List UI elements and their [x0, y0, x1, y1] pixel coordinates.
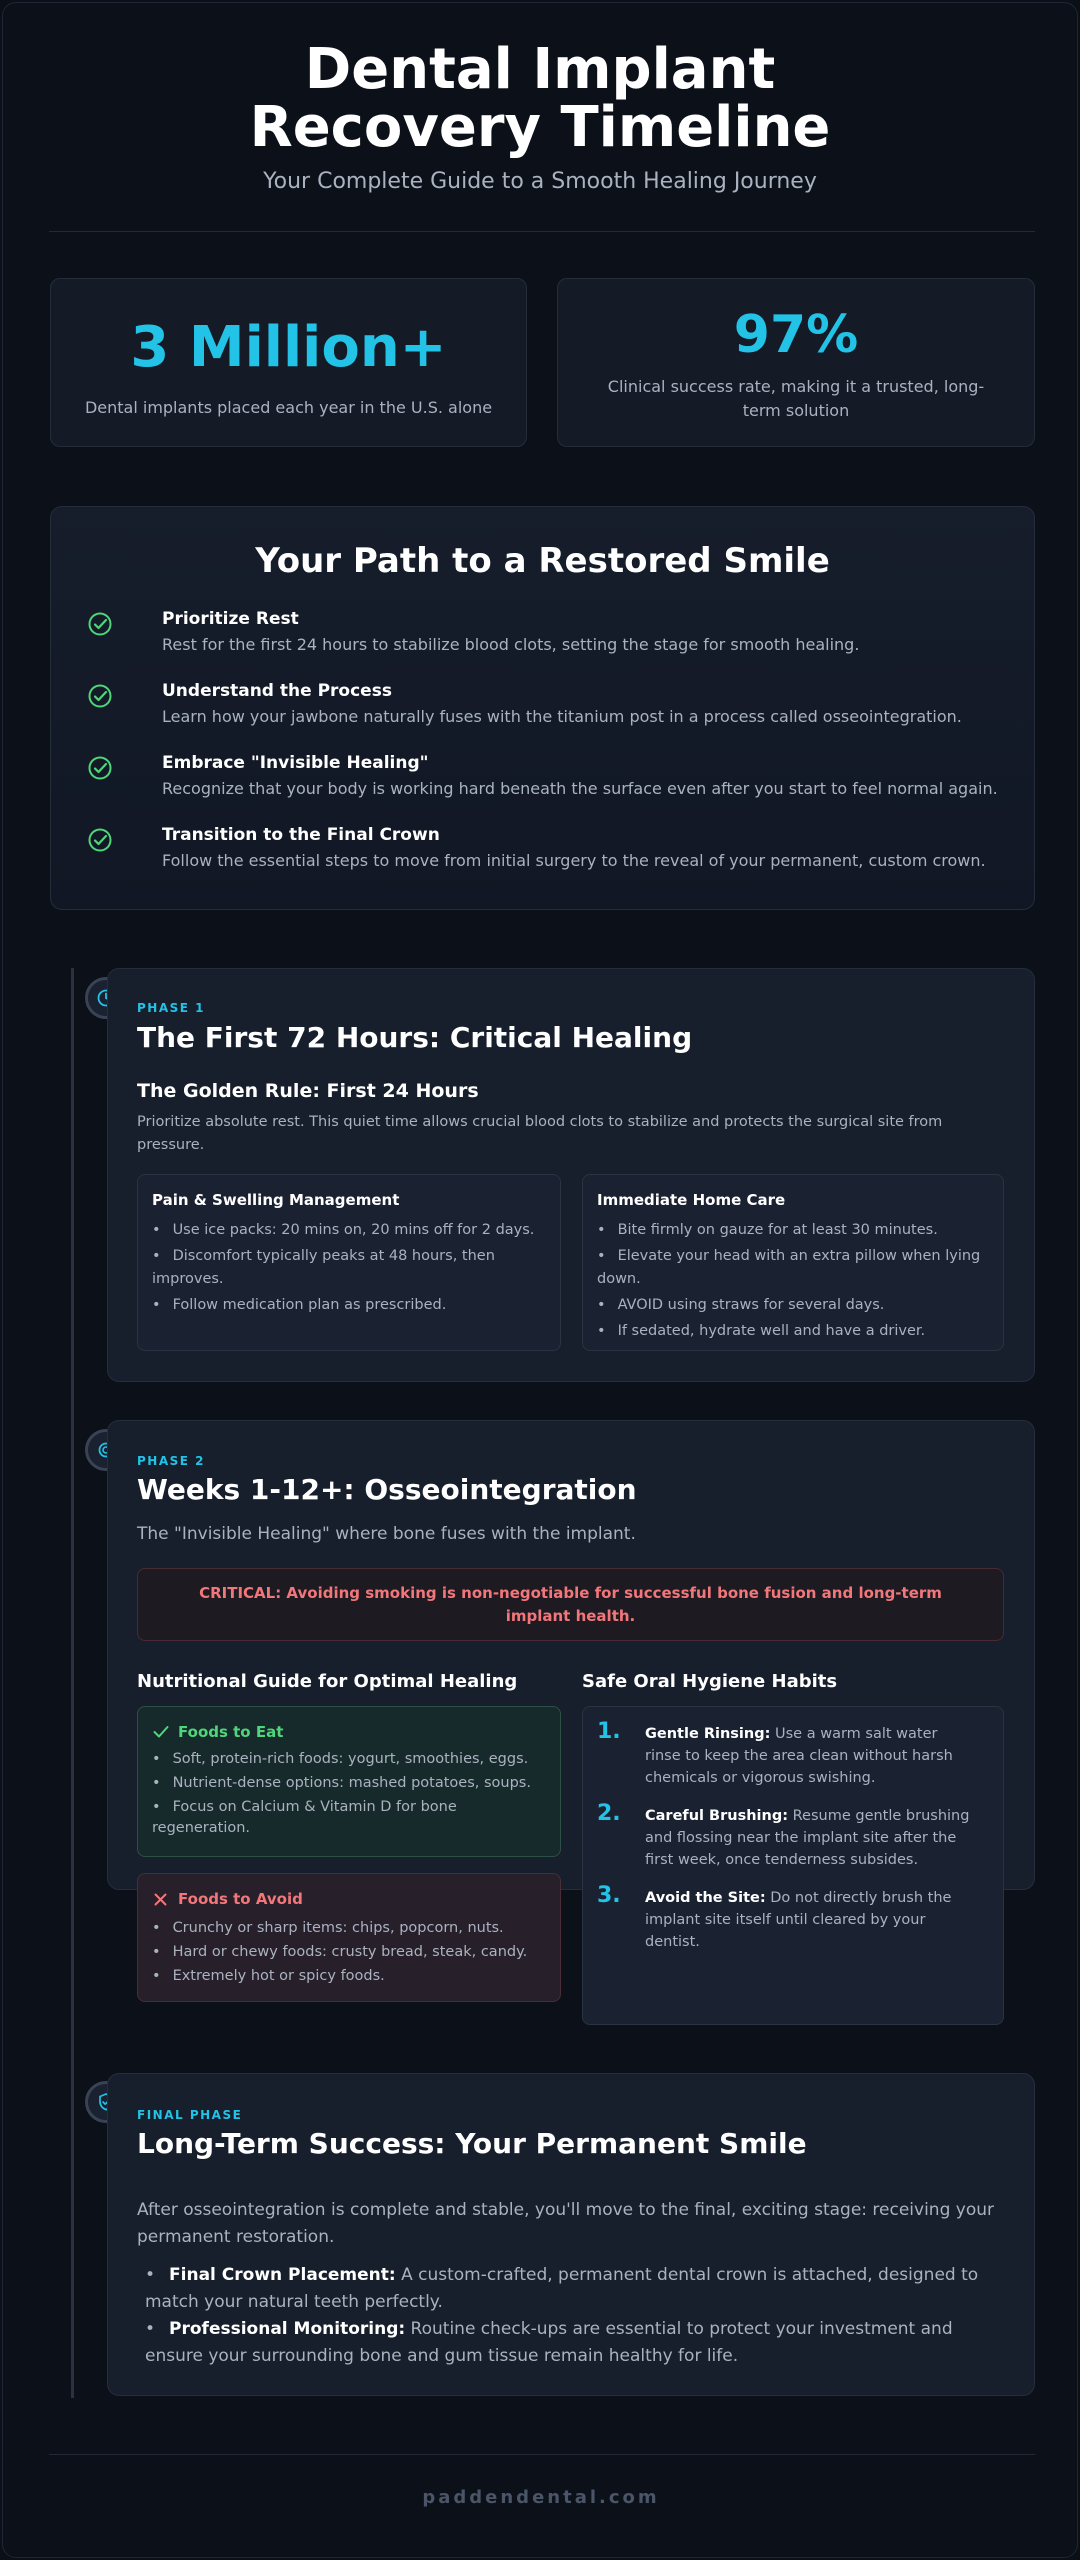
path-item [87, 753, 1007, 798]
list-item: • If sedated, hydrate well and have a driver. [597, 1320, 991, 1343]
list-item: • AVOID using straws for several days. [597, 1294, 991, 1317]
path-item [87, 825, 1007, 870]
critical-warning: CRITICAL: Avoiding smoking is non-negotiable for successful bone fusion and long-term implant health. [137, 1568, 1004, 1641]
phase-title: The First 72 Hours: Critical Healing [137, 1021, 693, 1054]
step-number: 3. [597, 1883, 621, 1908]
phase-title: Long-Term Success: Your Permanent Smile [137, 2127, 807, 2160]
header-divider [49, 231, 1035, 232]
path-section [50, 506, 1035, 910]
path-item [87, 609, 1007, 654]
check-circle-icon [87, 755, 113, 781]
stat-card-implants [50, 278, 527, 447]
list-item: • Extremely hot or spicy foods. [152, 1966, 548, 1987]
stat-description: Dental implants placed each year in the U.S. alone [84, 398, 493, 417]
final-phase-card [107, 2073, 1035, 2396]
list-item: • Nutrient-dense options: mashed potatoes, soups. [152, 1773, 548, 1794]
foods-to-eat-list [152, 1749, 548, 1842]
check-circle-icon [87, 611, 113, 637]
page-title: Dental Implant Recovery Timeline [249, 37, 831, 160]
list-item: • Soft, protein-rich foods: yogurt, smoothies, eggs. [152, 1749, 548, 1770]
hygiene-step [597, 1883, 977, 1953]
hygiene-step [597, 1801, 977, 1871]
path-title: Your Path to a Restored Smile [255, 541, 830, 581]
path-item-title: Embrace "Invisible Healing" [162, 753, 429, 773]
page-subtitle: Your Complete Guide to a Smooth Healing Journey [263, 169, 817, 194]
item-text: A custom-crafted, permanent dental crown is attached, designed to match your natural teeth perfectly. [145, 2265, 979, 2312]
foods-to-eat-box [137, 1706, 561, 1857]
step-title: Avoid the Site: [645, 1890, 766, 1906]
pain-list [152, 1219, 548, 1320]
path-item-text: Rest for the first 24 hours to stabilize blood clots, setting the stage for smooth healing. [162, 635, 860, 654]
list-item: • Hard or chewy foods: crusty bread, steak, candy. [152, 1942, 548, 1963]
foods-to-avoid-list [152, 1918, 548, 1990]
list-item: • Follow medication plan as prescribed. [152, 1294, 548, 1317]
phase1-card [107, 968, 1035, 1382]
stat-card-success [557, 278, 1035, 447]
step-title: Careful Brushing: [645, 1808, 789, 1824]
final-list-item [145, 2316, 1005, 2370]
step-text: Use a warm salt water rinse to keep the area clean without harsh chemicals or vigorous swishing. [645, 1726, 953, 1786]
header [3, 3, 1077, 194]
hygiene-box [582, 1706, 1004, 2025]
golden-rule-title: The Golden Rule: First 24 Hours [137, 1080, 479, 1102]
phase-label: PHASE 1 [137, 1001, 205, 1015]
step-number: 2. [597, 1801, 621, 1826]
box-title: Immediate Home Care [597, 1191, 786, 1209]
timeline-line [71, 968, 74, 2398]
list-item: • Discomfort typically peaks at 48 hours, then improves. [152, 1245, 548, 1291]
stat-value: 3 Million+ [130, 315, 447, 380]
check-icon [153, 1725, 169, 1739]
nutrition-title: Nutritional Guide for Optimal Healing [137, 1671, 518, 1692]
home-care-list [597, 1219, 991, 1346]
check-circle-icon [87, 683, 113, 709]
infographic-frame [2, 2, 1078, 2558]
phase-title: Weeks 1-12+: Osseointegration [137, 1473, 637, 1506]
list-item: • Focus on Calcium & Vitamin D for bone regeneration. [152, 1797, 548, 1839]
box-title: Pain & Swelling Management [152, 1191, 400, 1209]
step-text: Resume gentle brushing and flossing near the implant site after the first week, once tenderness subsides. [645, 1808, 970, 1868]
item-title: Professional Monitoring: [169, 2319, 406, 2339]
path-item-text: Learn how your jawbone naturally fuses with the titanium post in a process called osseointegration. [162, 707, 962, 726]
foods-to-avoid-box [137, 1873, 561, 2002]
final-list-item [145, 2262, 1005, 2316]
pain-management-box [137, 1174, 561, 1351]
phase-label: FINAL PHASE [137, 2108, 243, 2122]
final-intro: After osseointegration is complete and stable, you'll move to the final, exciting stage: receiving your permanent restoration. [137, 2200, 994, 2247]
item-title: Final Crown Placement: [169, 2265, 396, 2285]
footer-website: paddendental.com [422, 2487, 660, 2508]
footer-divider [49, 2454, 1035, 2455]
golden-rule-text: Prioritize absolute rest. This quiet time allows crucial blood clots to stabilize and protects the surgical site from pressure. [137, 1114, 943, 1153]
list-item: • Elevate your head with an extra pillow when lying down. [597, 1245, 991, 1291]
box-title: Foods to Avoid [178, 1890, 303, 1908]
home-care-box [582, 1174, 1004, 1351]
stat-description: Clinical success rate, making it a trusted, long-term solution [607, 377, 985, 420]
phase-label: PHASE 2 [137, 1454, 205, 1468]
step-text: Do not directly brush the implant site itself until cleared by your dentist. [645, 1890, 952, 1950]
path-item-title: Understand the Process [162, 681, 392, 701]
box-title: Foods to Eat [178, 1723, 284, 1741]
list-item: • Bite firmly on gauze for at least 30 minutes. [597, 1219, 991, 1242]
path-item-text: Follow the essential steps to move from initial surgery to the reveal of your permanent, custom crown. [162, 851, 986, 870]
list-item: • Use ice packs: 20 mins on, 20 mins off for 2 days. [152, 1219, 548, 1242]
path-item-title: Prioritize Rest [162, 609, 299, 629]
check-circle-icon [87, 827, 113, 853]
path-item-title: Transition to the Final Crown [162, 825, 440, 845]
step-title: Gentle Rinsing: [645, 1726, 771, 1742]
list-item: • Crunchy or sharp items: chips, popcorn, nuts. [152, 1918, 548, 1939]
path-item [87, 681, 1007, 726]
hygiene-title: Safe Oral Hygiene Habits [582, 1671, 838, 1692]
item-text: Routine check-ups are essential to protect your investment and ensure your surrounding bone and gum tissue remain healthy for life. [145, 2319, 953, 2366]
path-item-text: Recognize that your body is working hard beneath the surface even after you start to feel normal again. [162, 779, 998, 798]
x-icon [154, 1893, 167, 1906]
phase-subtitle: The "Invisible Healing" where bone fuses with the implant. [137, 1524, 636, 1544]
hygiene-step [597, 1719, 977, 1789]
phase2-card [107, 1420, 1035, 1984]
stat-value: 97% [733, 305, 859, 365]
step-number: 1. [597, 1719, 621, 1744]
